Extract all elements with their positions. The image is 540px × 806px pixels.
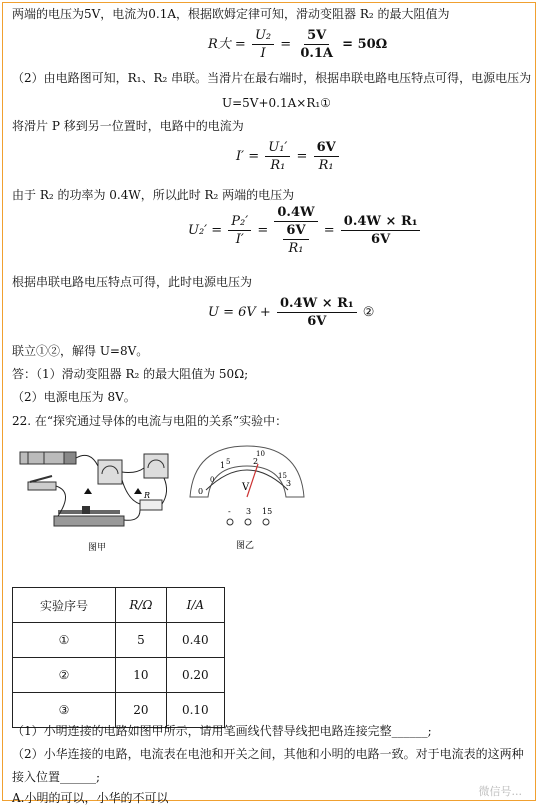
svg-text:V: V (242, 482, 250, 493)
question-line: A.小明的可以，小华的不可以 (12, 791, 169, 805)
svg-text:15: 15 (262, 507, 273, 516)
watermark: 微信号... (478, 785, 522, 798)
equation-current: I′ = $\frac{\text{U₁′}}{\text{R₁}}$ = $\frac{6V}{\text{R₁}}$ (236, 140, 341, 173)
question-line: （1）小明连接的电路如图甲所示，请用笔画线代替导线把电路连接完整______; (12, 724, 432, 738)
svg-text:2: 2 (253, 457, 259, 466)
equation-voltage-r2: U₂′ = $\frac{\text{P₂′}}{I'}$ = $\frac{0.4W}{\frac{6V}{\text{R₁}}}$ = $\frac{\text{0.4W × R₁}}{6V}$ (188, 205, 422, 256)
figure-caption-left: 图甲 (88, 543, 107, 553)
table-row: 实验序号 R/Ω I/A (13, 588, 225, 623)
table-row: ① 5 0.40 (13, 623, 225, 658)
svg-text:5: 5 (226, 458, 231, 466)
text-line: 将滑片 P 移到另一位置时，电路中的电流为 (12, 119, 244, 133)
svg-text:R: R (144, 491, 151, 500)
text-line: 联立①②，解得 U=8V。 (12, 344, 149, 358)
circuit-figure (14, 440, 184, 555)
equation-source-voltage: U = 6V + $\frac{\text{0.4W × R₁}}{6V}$ ② (208, 296, 375, 329)
svg-text:-: - (228, 507, 231, 516)
figure-caption-right: 图乙 (236, 541, 255, 551)
table-row: ③ 20 0.10 (13, 693, 225, 728)
svg-text:3: 3 (286, 479, 292, 488)
voltmeter-figure (186, 442, 308, 554)
text-line: 根据串联电路电压特点可得，此时电源电压为 (12, 275, 253, 289)
text-line: U=5V+0.1A×R₁① (222, 96, 331, 110)
svg-text:15: 15 (278, 472, 287, 480)
text-line: 答：（1）滑动变阻器 R₂ 的最大阻值为 50Ω; (12, 367, 249, 381)
svg-text:10: 10 (256, 450, 265, 458)
svg-text:0: 0 (210, 476, 215, 484)
text-line: 两端的电压为5V，电流为0.1A，根据欧姆定律可知，滑动变阻器 R₂ 的最大阻值为 (12, 7, 450, 21)
equation-r-max: R大 = $\frac{\text{U₂}}{I}$ = $\frac{5V}{0.1A}$ = 50Ω (208, 28, 388, 61)
svg-text:1: 1 (220, 461, 226, 470)
text-line: （2）电源电压为 8V。 (12, 390, 136, 404)
text-line: 由于 R₂ 的功率为 0.4W，所以此时 R₂ 两端的电压为 (12, 188, 295, 202)
question-title: 22. 在“探究通过导体的电流与电阻的关系”实验中： (12, 414, 288, 428)
text-line: （2）由电路图可知，R₁、R₂ 串联。当滑片在最右端时，根据串联电路电压特点可得，电源电压为 (12, 71, 532, 85)
table-row: ② 10 0.20 (13, 658, 225, 693)
question-line: 接入位置______; (12, 770, 101, 784)
question-line: （2）小华连接的电路，电流表在电池和开关之间，其他和小明的电路一致。对于电流表的这两种 (12, 747, 524, 761)
experiment-table (12, 587, 225, 728)
svg-text:3: 3 (246, 507, 252, 516)
svg-text:0: 0 (198, 487, 204, 496)
